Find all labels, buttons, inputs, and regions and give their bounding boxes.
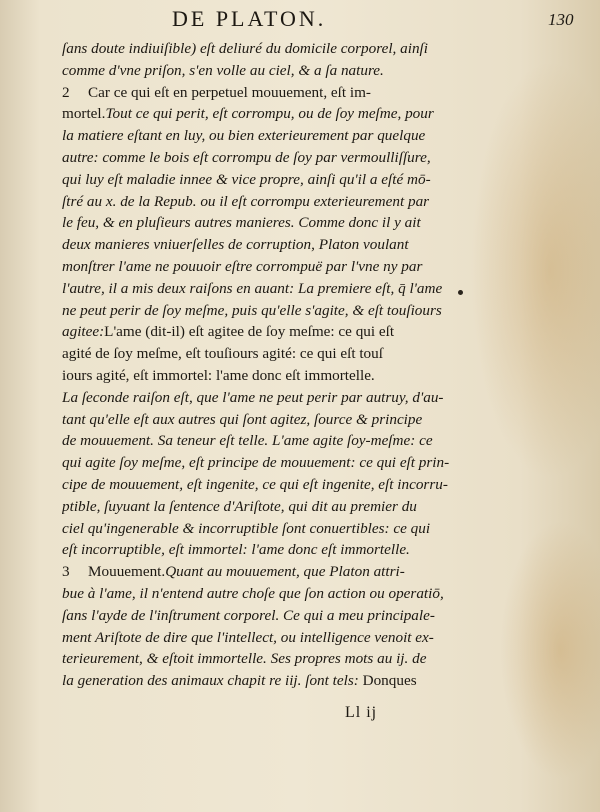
line-text: mortel. <box>62 105 106 123</box>
line-text: La ſeconde raiſon eſt, que l'ame ne peut perir par autruy, d'au- <box>62 388 444 406</box>
text-line <box>62 387 542 409</box>
text-line <box>62 147 542 169</box>
section-number: 2 <box>62 83 70 101</box>
line-text-roman: L'ame (dit-il) eſt agitee de ſoy meſme: ce qui eſt <box>104 323 395 341</box>
text-line <box>62 627 542 649</box>
text-line <box>62 605 542 627</box>
line-text-roman: Donques <box>358 672 417 690</box>
section-number: 3 <box>62 563 70 581</box>
text-line <box>62 583 542 605</box>
text-line <box>62 103 542 125</box>
line-text: ne peut perir de ſoy meſme, puis qu'elle s'agite, & eſt touſiours <box>62 301 442 319</box>
line-text: eſt incorruptible, eſt immortel: l'ame donc eſt immortelle. <box>62 541 410 559</box>
line-text: la generation des animaux chapit re iij. ſont tels: <box>62 672 359 690</box>
line-text: le feu, & en pluſieurs autres manieres. Comme donc il y ait <box>62 214 421 232</box>
text-line <box>62 60 542 82</box>
line-text: tant qu'elle eſt aux autres qui ſont agitez, ſource & principe <box>62 410 423 428</box>
line-text: ſans doute indiuiſible) eſt deliuré du domicile corporel, ainſi <box>62 40 428 57</box>
text-line <box>62 474 542 496</box>
text-line <box>62 430 542 452</box>
text-line <box>62 125 542 147</box>
line-text: l'autre, il a mis deux raiſons en auant: La premiere eſt, q̄ l'ame <box>62 279 443 297</box>
text-line <box>62 278 542 300</box>
line-text: cipe de mouuement, eſt ingenite, ce qui eſt ingenite, eſt incorru- <box>62 475 448 493</box>
line-text: de mouuement. Sa teneur eſt telle. L'ame agite ſoy-meſme: ce <box>62 432 433 450</box>
line-text: ptible, ſuyuant la ſentence d'Ariſtote, qui dit au premier du <box>62 497 417 515</box>
text-line <box>62 212 542 234</box>
page-header <box>0 6 600 36</box>
line-text: deux manieres vniuerſelles de corruption, Platon voulant <box>62 236 409 254</box>
line-text-italic: Tout ce qui perit, eſt corrompu, ou de ſoy meſme, pour <box>105 105 434 123</box>
line-text: agité de ſoy meſme, eſt touſiours agité: ce qui eſt touſ <box>62 345 383 363</box>
text-block <box>62 38 542 692</box>
line-text: la matiere eſtant en luy, ou bien exterieurement par quelque <box>62 127 426 145</box>
line-text: ſtré au x. de la Repub. ou il eſt corrompu exterieurement par <box>62 192 430 210</box>
text-line <box>62 38 542 60</box>
signature-mark: Ll ij <box>345 704 378 721</box>
text-line <box>62 670 542 692</box>
text-line <box>62 191 542 213</box>
line-text: monſtrer l'ame ne pouuoir eſtre corrompuë par l'vne ny par <box>62 257 423 275</box>
text-line <box>62 496 542 518</box>
line-text: Mouuement. <box>88 563 166 581</box>
ink-dot <box>458 290 463 295</box>
text-line <box>62 518 542 540</box>
text-line <box>62 561 542 583</box>
text-line <box>62 365 542 387</box>
running-title: DE PLATON. <box>172 6 327 31</box>
text-line <box>62 648 542 670</box>
line-text: terieurement, & eſtoit immortelle. Ses propres mots au ij. de <box>62 650 427 668</box>
text-line <box>62 82 542 104</box>
line-text-italic: Quant au mouuement, que Platon attri- <box>165 563 405 581</box>
line-text: Car ce qui eſt en perpetuel mouuement, eſt im- <box>88 83 371 101</box>
text-line <box>62 539 542 561</box>
line-text: comme d'vne priſon, s'en volle au ciel, & a ſa nature. <box>62 61 384 79</box>
line-text: iours agité, eſt immortel: l'ame donc eſt immortelle. <box>62 366 375 384</box>
line-text: qui luy eſt maladie innee & vice propre, ainſi qu'il a eſté mō- <box>62 170 431 188</box>
line-text: ment Ariſtote de dire que l'intellect, ou intelligence venoit ex- <box>62 628 434 646</box>
text-line <box>62 321 542 343</box>
text-line <box>62 169 542 191</box>
text-line <box>62 409 542 431</box>
line-text: ciel qu'ingenerable & incorruptible ſont conuertibles: ce qui <box>62 519 431 537</box>
text-line <box>62 452 542 474</box>
text-line <box>62 343 542 365</box>
text-line <box>62 234 542 256</box>
line-text: ſans l'ayde de l'inſtrument corporel. Ce qui a meu principale- <box>62 606 435 624</box>
line-text: bue à l'ame, il n'entend autre choſe que ſon action ou operatiō, <box>62 584 444 602</box>
folio-number: 130 <box>548 10 574 29</box>
line-text: qui agite ſoy meſme, eſt principe de mouuement: ce qui eſt prin- <box>62 454 450 472</box>
text-line <box>62 256 542 278</box>
text-line <box>62 300 542 322</box>
line-text: agitee: <box>62 323 105 341</box>
line-text: autre: comme le bois eſt corrompu de ſoy par vermoulliſſure, <box>62 148 431 166</box>
